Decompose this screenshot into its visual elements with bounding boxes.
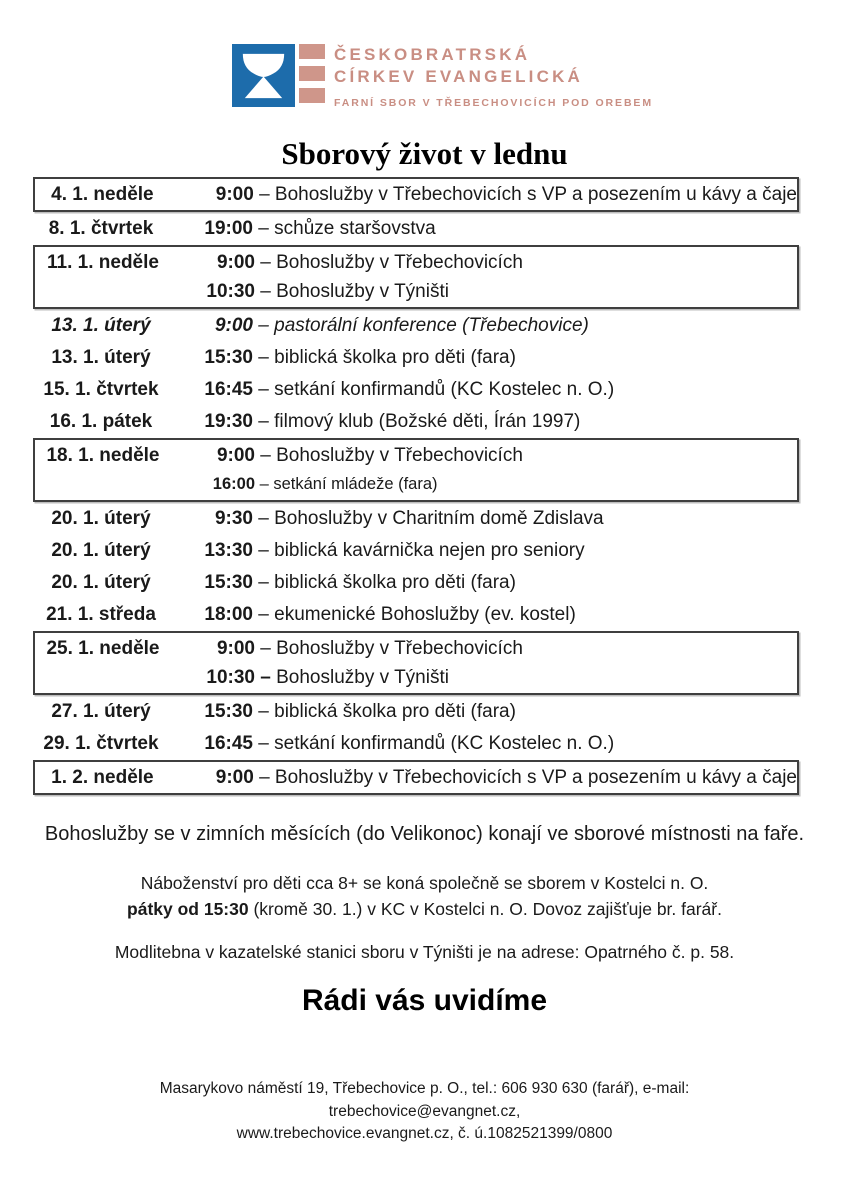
logo-bar xyxy=(299,44,325,59)
event-date: 20. 1. úterý xyxy=(51,540,151,561)
event-description: biblická školka pro děti (fara) xyxy=(274,701,516,722)
event-time: 10:30 xyxy=(206,667,255,688)
logo-bar xyxy=(299,66,325,81)
event-date: 21. 1. středa xyxy=(46,604,156,625)
event-date: 1. 2. neděle xyxy=(51,767,154,788)
note-chapel-address: Modlitebna v kazatelské stanici sboru v Týništi je na adrese: Opatrného č. p. 58. xyxy=(114,942,735,962)
event-time: 15:30 xyxy=(204,701,253,722)
event-time: 10:30 xyxy=(206,281,255,302)
footer-email-line: trebechovice@evangnet.cz, xyxy=(328,1102,521,1120)
logo-bars xyxy=(299,44,325,103)
event-line xyxy=(169,568,799,597)
event-time: 19:30 xyxy=(204,411,253,432)
dash-separator: – xyxy=(253,540,275,561)
dash-separator: – xyxy=(253,604,275,625)
schedule-row xyxy=(33,599,799,630)
event-line xyxy=(169,311,799,340)
event-description: Bohoslužby v Charitním domě Zdislava xyxy=(274,508,604,529)
event-line xyxy=(171,634,797,663)
event-time: 18:00 xyxy=(204,604,253,625)
event-description: Bohoslužby v Třebechovicích xyxy=(276,638,523,659)
event-description: setkání konfirmandů (KC Kostelec n. O.) xyxy=(274,733,615,754)
dash-separator: – xyxy=(253,508,275,529)
closing-message: Rádi vás uvidíme xyxy=(301,984,548,1017)
event-line xyxy=(169,214,799,243)
logo-text xyxy=(334,44,653,109)
event-time: 15:30 xyxy=(204,347,253,368)
event-description: Bohoslužby v Třebechovicích xyxy=(276,252,523,273)
note-children-line2 xyxy=(0,896,849,922)
schedule-row xyxy=(33,213,799,244)
event-time: 16:45 xyxy=(204,733,253,754)
schedule-row xyxy=(33,696,799,727)
schedule-row xyxy=(33,567,799,598)
event-line xyxy=(170,763,797,792)
event-time: 9:00 xyxy=(214,315,253,336)
dash-separator: – xyxy=(255,281,277,302)
event-line xyxy=(171,470,797,499)
event-description: pastorální konference (Třebechovice) xyxy=(274,315,589,336)
org-name-line2: CÍRKEV EVANGELICKÁ xyxy=(334,67,584,86)
schedule-row xyxy=(33,310,799,341)
dash-separator: – xyxy=(255,475,274,493)
event-date: 8. 1. čtvrtek xyxy=(48,218,154,239)
event-time: 9:00 xyxy=(216,252,255,273)
schedule-row xyxy=(33,245,799,309)
event-date: 15. 1. čtvrtek xyxy=(43,379,159,400)
event-date: 13. 1. úterý xyxy=(51,347,151,368)
schedule-row xyxy=(33,438,799,502)
dash-separator: – xyxy=(255,638,277,659)
dash-separator: – xyxy=(253,733,275,754)
event-time: 9:00 xyxy=(216,445,255,466)
event-description: biblická kavárnička nejen pro seniory xyxy=(274,540,585,561)
parish-name: FARNÍ SBOR V TŘEBECHOVICÍCH POD OREBEM xyxy=(334,97,653,109)
dash-separator: – xyxy=(255,445,277,466)
schedule-row xyxy=(33,177,799,212)
event-description: biblická školka pro děti (fara) xyxy=(274,572,516,593)
event-time: 16:00 xyxy=(212,475,255,493)
event-line xyxy=(171,441,797,470)
event-line xyxy=(169,729,799,758)
schedule-row xyxy=(33,631,799,695)
event-description: Bohoslužby v Třebechovicích s VP a posezením u kávy a čaje xyxy=(274,184,797,205)
event-line xyxy=(170,180,797,209)
schedule-row xyxy=(33,535,799,566)
event-line xyxy=(169,375,799,404)
event-description: ekumenické Bohoslužby (ev. kostel) xyxy=(274,604,576,625)
event-description: filmový klub (Božské děti, Írán 1997) xyxy=(274,411,581,432)
dash-separator: – xyxy=(253,184,275,205)
event-line xyxy=(169,407,799,436)
dash-separator: – xyxy=(253,218,275,239)
note-children-line1: Náboženství pro děti cca 8+ se koná společně se sborem v Kostelci n. O. xyxy=(140,873,709,893)
page-title: Sborový život v lednu xyxy=(281,136,568,171)
event-date: 11. 1. neděle xyxy=(47,252,159,273)
schedule-row xyxy=(33,503,799,534)
schedule-table xyxy=(33,177,799,795)
event-time: 13:30 xyxy=(204,540,253,561)
dash-separator: – xyxy=(253,315,275,336)
schedule-row xyxy=(33,374,799,405)
event-time: 9:00 xyxy=(215,767,254,788)
event-time: 9:30 xyxy=(214,508,253,529)
event-line xyxy=(169,697,799,726)
footer-web-account-line: www.trebechovice.evangnet.cz, č. ú.1082521399/0800 xyxy=(236,1125,613,1142)
event-date: 13. 1. úterý xyxy=(51,315,151,336)
event-description: setkání mládeže (fara) xyxy=(273,475,438,493)
footer-contact xyxy=(0,1078,849,1146)
note-children-bold: pátky od 15:30 xyxy=(127,899,249,919)
logo-bar xyxy=(299,88,325,103)
schedule-row xyxy=(33,728,799,759)
event-date: 29. 1. čtvrtek xyxy=(43,733,159,754)
event-line xyxy=(169,504,799,533)
event-line xyxy=(169,343,799,372)
event-date: 4. 1. neděle xyxy=(51,184,154,205)
event-line xyxy=(169,536,799,565)
dash-separator: – xyxy=(253,767,275,788)
event-time: 9:00 xyxy=(216,638,255,659)
schedule-row xyxy=(33,760,799,795)
footer-address-line: Masarykovo náměstí 19, Třebechovice p. O., tel.: 606 930 630 (farář), e-mail: xyxy=(159,1080,690,1097)
event-time: 9:00 xyxy=(215,184,254,205)
event-line xyxy=(171,248,797,277)
event-description: setkání konfirmandů (KC Kostelec n. O.) xyxy=(274,379,615,400)
dash-separator: – xyxy=(253,411,275,432)
note-winter-services: Bohoslužby se v zimních měsících (do Velikonoc) konají ve sborové místnosti na faře. xyxy=(44,823,805,845)
schedule-row xyxy=(33,406,799,437)
event-description: Bohoslužby v Třebechovicích xyxy=(276,445,523,466)
event-date: 20. 1. úterý xyxy=(51,572,151,593)
event-line xyxy=(171,663,797,692)
event-description: Bohoslužby v Třebechovicích s VP a posezením u kávy a čaje xyxy=(274,767,797,788)
note-children-religion xyxy=(0,870,849,922)
note-children-rest: (kromě 30. 1.) v KC v Kostelci n. O. Dovoz zajišťuje br. farář. xyxy=(248,899,722,919)
chalice-icon xyxy=(232,44,295,107)
event-date: 16. 1. pátek xyxy=(49,411,153,432)
dash-separator: – xyxy=(255,667,277,688)
event-time: 15:30 xyxy=(204,572,253,593)
event-description: Bohoslužby v Týništi xyxy=(276,281,449,302)
event-time: 16:45 xyxy=(204,379,253,400)
event-date: 20. 1. úterý xyxy=(51,508,151,529)
org-name-line1: ČESKOBRATRSKÁ xyxy=(334,45,531,64)
dash-separator: – xyxy=(253,701,275,722)
event-date: 18. 1. neděle xyxy=(46,445,160,466)
dash-separator: – xyxy=(253,572,275,593)
event-description: schůze staršovstva xyxy=(274,218,436,239)
event-description: biblická školka pro děti (fara) xyxy=(274,347,516,368)
event-time: 19:00 xyxy=(204,218,253,239)
dash-separator: – xyxy=(253,379,275,400)
event-description: Bohoslužby v Týništi xyxy=(276,667,449,688)
dash-separator: – xyxy=(253,347,275,368)
church-logo xyxy=(0,0,849,109)
event-date: 25. 1. neděle xyxy=(46,638,160,659)
event-line xyxy=(169,600,799,629)
event-line xyxy=(171,277,797,306)
schedule-row xyxy=(33,342,799,373)
dash-separator: – xyxy=(255,252,277,273)
event-date: 27. 1. úterý xyxy=(51,701,151,722)
